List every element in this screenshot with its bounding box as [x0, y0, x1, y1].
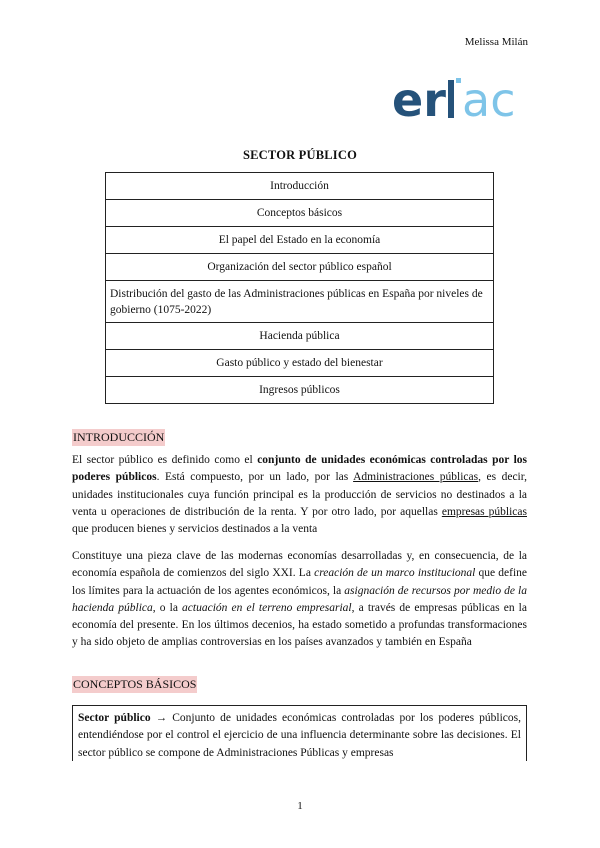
section-heading-concepts: CONCEPTOS BÁSICOS [73, 677, 197, 691]
toc-item: Distribución del gasto de las Administraciones públicas en España por niveles de gobierno (1075-2022) [106, 281, 494, 323]
svg-text:ac: ac [462, 74, 516, 124]
page-number: 1 [297, 800, 303, 812]
intro-paragraph-1: El sector público es definido como el conjunto de unidades económicas controladas por los poderes públicos. Está compuesto, por un lado, por las Administraciones públicas, es decir, unidades institucionales cuya función principal es la producción de servicios no destinados a la venta u operaciones de distribución de la renta. Y por otro lado, por aquellas empresas públicas que producen bienes y servicios destinados a la venta [72, 454, 527, 536]
table-of-contents [105, 172, 494, 404]
definition-text: Conjunto de unidades económicas controladas por los poderes públicos, entendiéndose por el control el ejercicio de una influencia determinante sobre las decisiones. El sector público se compone de Administraciones Públicas y empresas [78, 712, 522, 759]
definition-box: Sector público → Conjunto de unidades económicas controladas por los poderes públicos, entendiéndose por el control el ejercicio de una influencia determinante sobre las decisiones. El sector público se compone de Administraciones Públicas y empresas [72, 705, 527, 761]
page-title: SECTOR PÚBLICO [242, 148, 358, 162]
toc-item: Conceptos básicos [106, 200, 494, 227]
toc-item: Hacienda pública [106, 323, 494, 350]
toc-item: Ingresos públicos [106, 377, 494, 404]
toc-item: Organización del sector público español [106, 254, 494, 281]
svg-text:er: er [392, 74, 446, 124]
toc-item: Introducción [106, 173, 494, 200]
section-heading-introduction: INTRODUCCIÓN [73, 430, 165, 444]
intro-paragraph-2: Constituye una pieza clave de las modernas economías desarrolladas y, en consecuencia, de la economía española de comienzos del siglo XXI. La creación de un marco institucional que define los límites para la actuación de los agentes económicos, la asignación de recursos por medio de la hacienda pública, o la actuación en el terreno empresarial, a través de empresas públicas en la economía del presente. En los últimos decenios, ha estado sometido a profundas transformaciones y ha sido objeto de amplias controversias en los países avanzados y también en España [72, 550, 527, 649]
author-name: Melissa Milán [464, 36, 528, 48]
toc-item: Gasto público y estado del bienestar [106, 350, 494, 377]
toc-item: El papel del Estado en la economía [106, 227, 494, 254]
definition-term: Sector público [78, 712, 151, 724]
erlac-logo [392, 74, 522, 124]
